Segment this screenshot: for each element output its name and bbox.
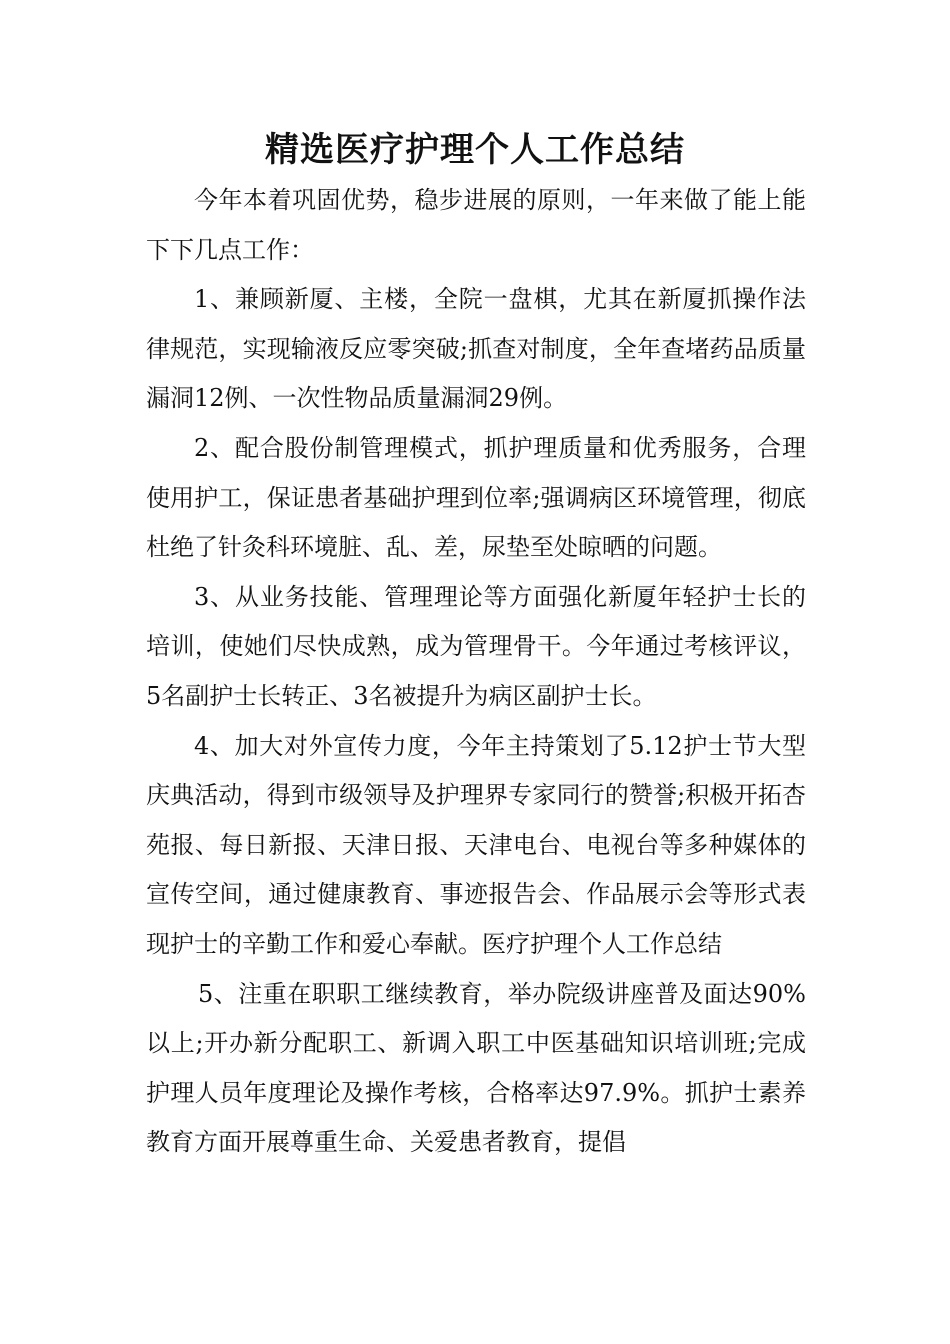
document-body <box>146 176 806 1168</box>
paragraph-item-3: 3、从业务技能、管理理论等方面强化新厦年轻护士长的培训，使她们尽快成熟，成为管理骨干。今年通过考核评议，5名副护士长转正、3名被提升为病区副护士长。 <box>146 582 806 710</box>
paragraph-item-1: 1、兼顾新厦、主楼，全院一盘棋，尤其在新厦抓操作法律规范，实现输液反应零突破;抓查对制度，全年查堵药品质量漏洞12例、一次性物品质量漏洞29例。 <box>146 285 806 413</box>
paragraph-intro: 今年本着巩固优势，稳步进展的原则，一年来做了能上能下下几点工作： <box>146 186 806 264</box>
document-title: 精选医疗护理个人工作总结 <box>265 130 685 170</box>
paragraph-item-2: 2、配合股份制管理模式，抓护理质量和优秀服务，合理使用护工，保证患者基础护理到位率;强调病区环境管理，彻底杜绝了针灸科环境脏、乱、差，尿垫至处晾晒的问题。 <box>146 433 806 562</box>
paragraph-item-4: 4、加大对外宣传力度，今年主持策划了5.12护士节大型庆典活动，得到市级领导及护理界专家同行的赞誉;积极开拓杏苑报、每日新报、天津日报、天津电台、电视台等多种媒体的宣传空间，通过健康教育、事迹报告会、作品展示会等形式表现护士的辛勤工作和爱心奉献。医疗护理个人工作总结 <box>146 731 806 958</box>
paragraph-item-5: 5、注重在职职工继续教育，举办院级讲座普及面达90%以上;开办新分配职工、新调入职工中医基础知识培训班;完成护理人员年度理论及操作考核，合格率达97.9%。抓护士素养教育方面开展尊重生命、关爱患者教育，提倡 <box>146 979 806 1157</box>
